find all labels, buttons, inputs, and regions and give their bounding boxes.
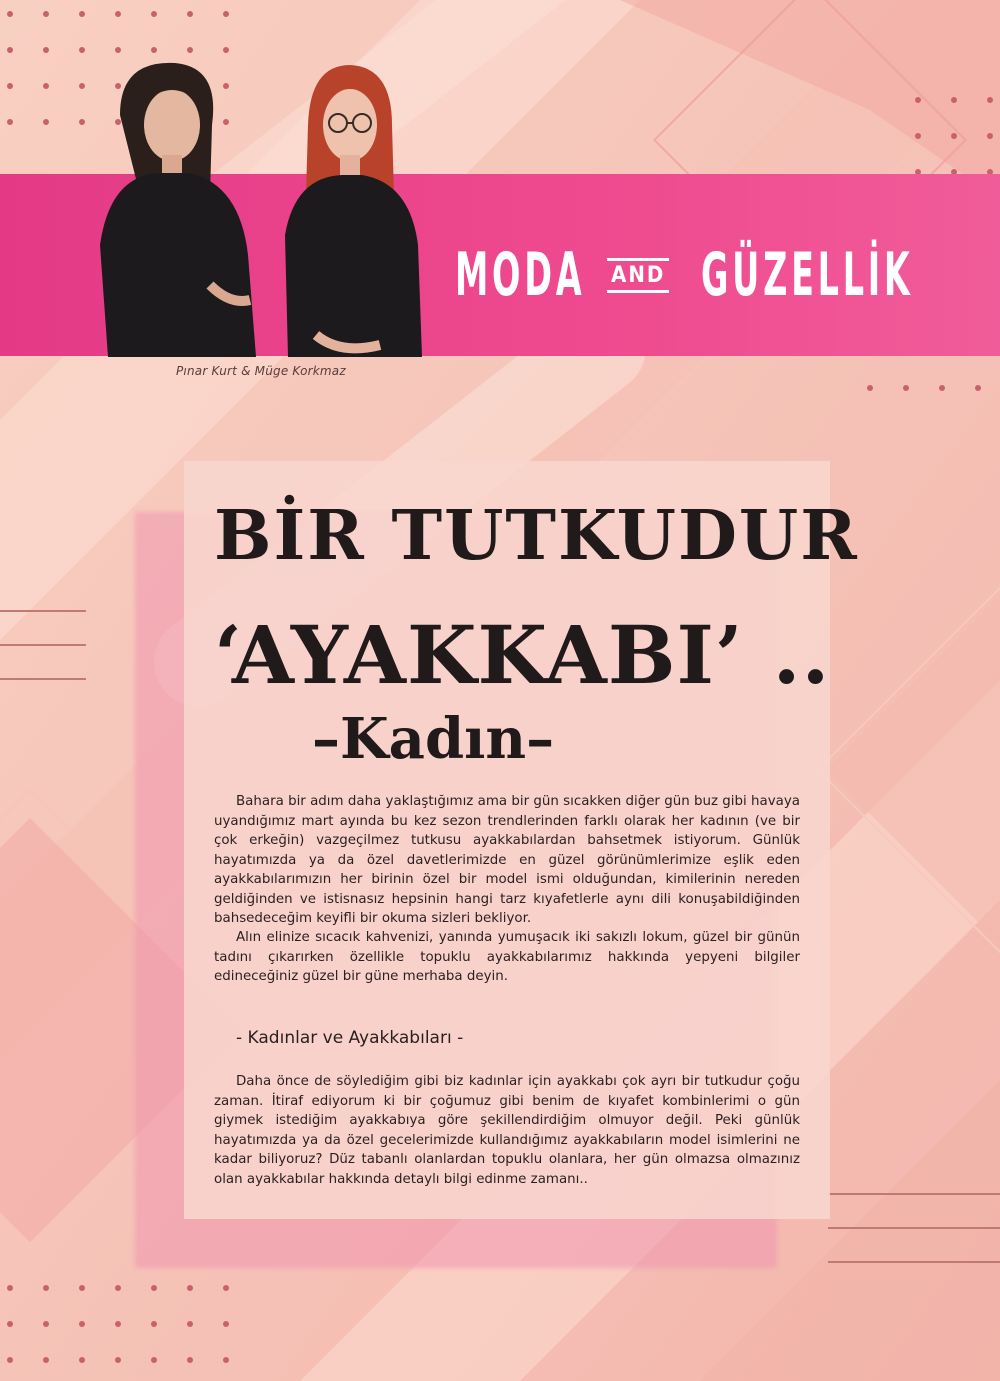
decor-dot <box>7 119 13 125</box>
decor-dot <box>43 1321 49 1327</box>
decor-dot <box>79 1285 85 1291</box>
decor-dot <box>187 1357 193 1363</box>
decor-dot <box>151 1285 157 1291</box>
decor-dot <box>7 1321 13 1327</box>
decor-dot <box>115 1321 121 1327</box>
decor-dot <box>43 83 49 89</box>
decor-dot <box>903 385 909 391</box>
author-byline: Pınar Kurt & Müge Korkmaz <box>176 364 346 378</box>
decor-dot <box>115 1357 121 1363</box>
author-photo-right <box>285 65 422 357</box>
banner-title <box>455 240 914 310</box>
author-photos <box>80 55 440 357</box>
decor-dot <box>187 47 193 53</box>
decor-dot <box>7 83 13 89</box>
decor-dot <box>43 11 49 17</box>
decor-dot <box>151 47 157 53</box>
decor-dot <box>939 385 945 391</box>
article-title-line1: BİR TUTKUDUR <box>214 496 859 576</box>
article-title-line2: ‘AYAKKABI’ .. <box>214 608 831 702</box>
decor-dot <box>115 11 121 17</box>
decor-dot <box>7 1285 13 1291</box>
decor-dot <box>987 97 993 103</box>
decor-dot <box>79 47 85 53</box>
decor-dot <box>7 1357 13 1363</box>
article-paragraph-3: Daha önce de söylediğim gibi biz kadınlar için ayakkabı çok ayrı bir tutkudur çoğu zaman. İtiraf ediyorum ki bir çoğumuz gibi benim de kıyafet kombinlerimi o gün giymek istediğim ayakkabıya göre şekillendirdiğim olmuyor değil. Peki günlük hayatımızda ya da özel gecelerimizde kullandığımız ayakkabıların model isimlerini ne kadar biliyoruz? Düz tabanlı olanlardan topuklu olanlara, her gün olmazsa olmazınız olan ayakkabılar hakkında detaylı bilgi edinme zamanı.. <box>214 1074 800 1187</box>
decor-dot <box>987 133 993 139</box>
decor-dot <box>43 47 49 53</box>
decor-dot <box>43 1285 49 1291</box>
decor-dot <box>7 11 13 17</box>
decor-dot <box>951 97 957 103</box>
decor-dot <box>115 1285 121 1291</box>
article-paragraph-1: Bahara bir adım daha yaklaştığımız ama bir gün sıcakken diğer gün buz gibi havaya uyandığımız mart ayında bu kez sezon trendlerinden farklı olarak her kadının (ve bir çok erkeğin) vazgeçilmez tutkusu ayakkabılardan bahsetmek istiyorum. Günlük hayatımızda ya da özel davetlerimizde en güzel görünümlerimize eşlik eden ayakkabılarımızın her birinin özel bir model ismi olduğundan, kimilerinin nereden geldiğinden ve istisnasız hepsinin hangi tarz kıyafetlerle aynı dili konuşabildiğinden bahsedeceğim keyifli bir okuma sizleri bekliyor. <box>214 794 800 926</box>
banner-title-and: AND <box>607 258 669 293</box>
decor-dot <box>43 1357 49 1363</box>
decor-dot <box>43 119 49 125</box>
decor-dot <box>223 1357 229 1363</box>
decor-dot <box>151 1321 157 1327</box>
decor-dot <box>187 11 193 17</box>
decor-dot <box>79 1321 85 1327</box>
article-subheading: - Kadınlar ve Ayakkabıları - <box>236 1028 464 1048</box>
banner-title-guzellik: GÜZELLİK <box>701 240 914 310</box>
decor-dot <box>187 1321 193 1327</box>
decor-dot <box>115 47 121 53</box>
decor-dot <box>79 1357 85 1363</box>
decor-dot <box>7 47 13 53</box>
decor-dot <box>915 97 921 103</box>
decor-dot <box>223 1321 229 1327</box>
decor-dot <box>975 385 981 391</box>
decor-dot <box>151 1357 157 1363</box>
decor-dot <box>79 11 85 17</box>
decor-dot <box>223 1285 229 1291</box>
article-title-line3: –Kadın– <box>312 706 555 772</box>
decor-dot <box>951 133 957 139</box>
banner-title-moda: MODA <box>455 240 586 310</box>
author-photo-left <box>100 63 256 357</box>
decor-dot <box>223 47 229 53</box>
decor-dot <box>151 11 157 17</box>
decor-dot <box>915 133 921 139</box>
article-paragraph-2: Alın elinize sıcacık kahvenizi, yanında yumuşacık iki sakızlı lokum, güzel bir günün tadını çıkarırken özellikle topuklu ayakkabılarımız hakkında yepyeni bilgiler edineceğiniz güzel bir güne merhaba deyin. <box>214 930 800 984</box>
decor-dot <box>187 1285 193 1291</box>
decor-dot <box>867 385 873 391</box>
decor-dot <box>223 11 229 17</box>
